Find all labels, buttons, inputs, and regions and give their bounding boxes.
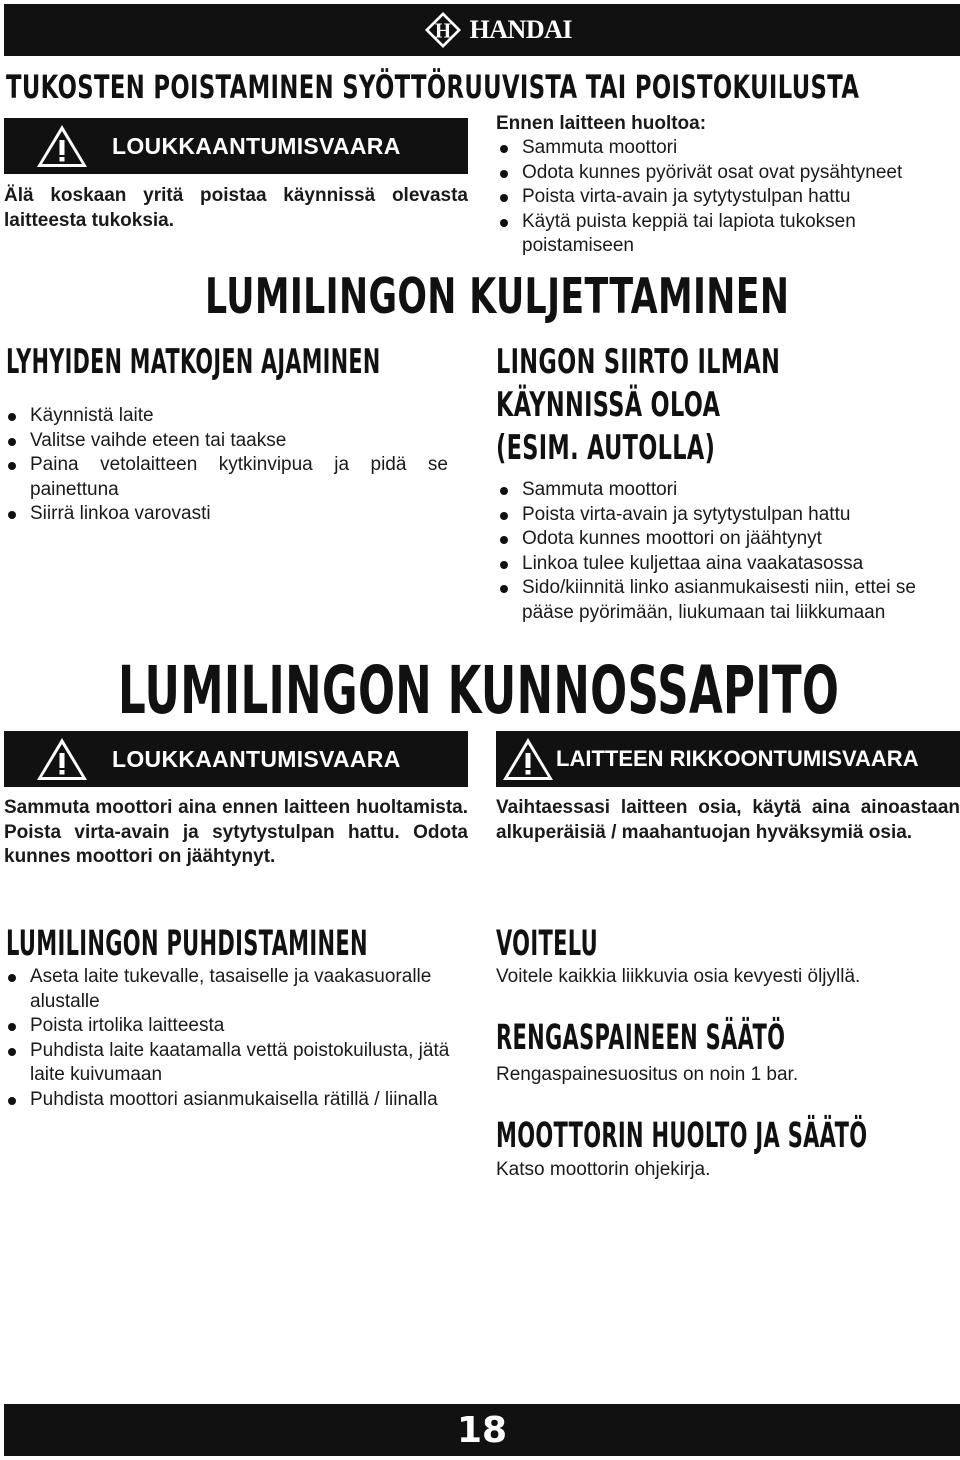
brand-name: HANDAI bbox=[469, 15, 572, 44]
logo-letter: H bbox=[434, 18, 451, 43]
list-item: Poista irtolika laitteesta bbox=[4, 1014, 468, 1039]
warning-label: LOUKKAANTUMISVAARA bbox=[112, 132, 401, 159]
logo-diamond-icon bbox=[424, 11, 462, 49]
warning-triangle-icon bbox=[34, 122, 90, 170]
list-item: Siirrä linkoa varovasti bbox=[4, 502, 448, 527]
transport-section-title: LUMILINGON KULJETTAMINEN bbox=[205, 268, 790, 325]
engine-service-text: Katso moottorin ohjekirja. bbox=[496, 1159, 711, 1180]
list-item: Poista virta-avain ja sytytystulpan hattu bbox=[496, 185, 958, 210]
vehicle-title-line: (ESIM. AUTOLLA) bbox=[496, 428, 716, 468]
list-item: Puhdista laite kaatamalla vettä poistokuilusta, jätä laite kuivumaan bbox=[4, 1039, 468, 1088]
list-item: Sido/kiinnitä linko asianmukaisesti niin, ettei se pääse pyörimään, liukumaan tai liikkumaan bbox=[496, 576, 960, 625]
tire-pressure-title: RENGASPAINEEN SÄÄTÖ bbox=[496, 1018, 786, 1058]
damage-warning-box bbox=[496, 731, 960, 787]
damage-warning-text: Vaihtaessasi laitteen osia, käytä aina ainoastaan alkuperäisiä / maahantuojan hyväksymiä osia. bbox=[496, 797, 960, 843]
list-item: Sammuta moottori bbox=[496, 478, 960, 503]
list-item: Linkoa tulee kuljettaa aina vaakatasossa bbox=[496, 552, 960, 577]
vehicle-title-line: KÄYNNISSÄ OLOA bbox=[496, 385, 721, 425]
list-item: Poista virta-avain ja sytytystulpan hattu bbox=[496, 503, 960, 528]
injury-warning-text: Sammuta moottori aina ennen laitteen huoltamista. Poista virta-avain ja sytytystulpan hattu. Odota kunnes moottori on jäähtynyt. bbox=[4, 797, 468, 867]
page-number: 18 bbox=[456, 1410, 508, 1451]
lubrication-text: Voitele kaikkia liikkuvia osia kevyesti öljyllä. bbox=[496, 966, 861, 987]
maintenance-section-title: LUMILINGON KUNNOSSAPITO bbox=[118, 652, 840, 729]
list-item: Paina vetolaitteen kytkinvipua ja pidä se painettuna bbox=[4, 453, 448, 502]
list-item: Käynnistä laite bbox=[4, 404, 448, 429]
vehicle-transport-list bbox=[496, 478, 960, 625]
injury-warning-box bbox=[4, 118, 468, 174]
list-item: Odota kunnes pyörivät osat ovat pysähtyneet bbox=[496, 161, 958, 186]
clog-section-title: TUKOSTEN POISTAMINEN SYÖTTÖRUUVISTA TAI POISTOKUILUSTA bbox=[6, 68, 860, 106]
list-item: Sammuta moottori bbox=[496, 136, 958, 161]
warning-label: LAITTEEN RIKKOONTUMISVAARA bbox=[556, 746, 919, 771]
cleaning-section-title: LUMILINGON PUHDISTAMINEN bbox=[6, 924, 368, 964]
warning-triangle-icon bbox=[500, 735, 556, 783]
list-item: Odota kunnes moottori on jäähtynyt bbox=[496, 527, 960, 552]
before-service-list bbox=[496, 136, 958, 259]
list-item: Käytä puista keppiä tai lapiota tukoksen poistamiseen bbox=[496, 210, 958, 259]
header-bar bbox=[4, 4, 960, 56]
footer-bar bbox=[4, 1404, 960, 1456]
list-item: Aseta laite tukevalle, tasaiselle ja vaakasuoralle alustalle bbox=[4, 965, 468, 1014]
short-distance-title: LYHYIDEN MATKOJEN AJAMINEN bbox=[6, 342, 381, 382]
short-distance-list bbox=[4, 404, 448, 527]
vehicle-title-line: LINGON SIIRTO ILMAN bbox=[496, 342, 781, 382]
warning-triangle-icon bbox=[34, 735, 90, 783]
warning-label: LOUKKAANTUMISVAARA bbox=[112, 745, 401, 772]
list-item: Puhdista moottori asianmukaisella rätillä / liinalla bbox=[4, 1088, 468, 1113]
injury-warning-box bbox=[4, 731, 468, 787]
engine-service-title: MOOTTORIN HUOLTO JA SÄÄTÖ bbox=[496, 1116, 868, 1156]
before-service-title: Ennen laitteen huoltoa: bbox=[496, 113, 707, 134]
lubrication-title: VOITELU bbox=[496, 924, 599, 964]
list-item: Valitse vaihde eteen tai taakse bbox=[4, 429, 448, 454]
brand-logo bbox=[424, 10, 572, 50]
tire-pressure-text: Rengaspainesuositus on noin 1 bar. bbox=[496, 1064, 799, 1085]
clog-warning-text: Älä koskaan yritä poistaa käynnissä olevasta laitteesta tukoksia. bbox=[4, 185, 468, 231]
cleaning-list bbox=[4, 965, 468, 1112]
